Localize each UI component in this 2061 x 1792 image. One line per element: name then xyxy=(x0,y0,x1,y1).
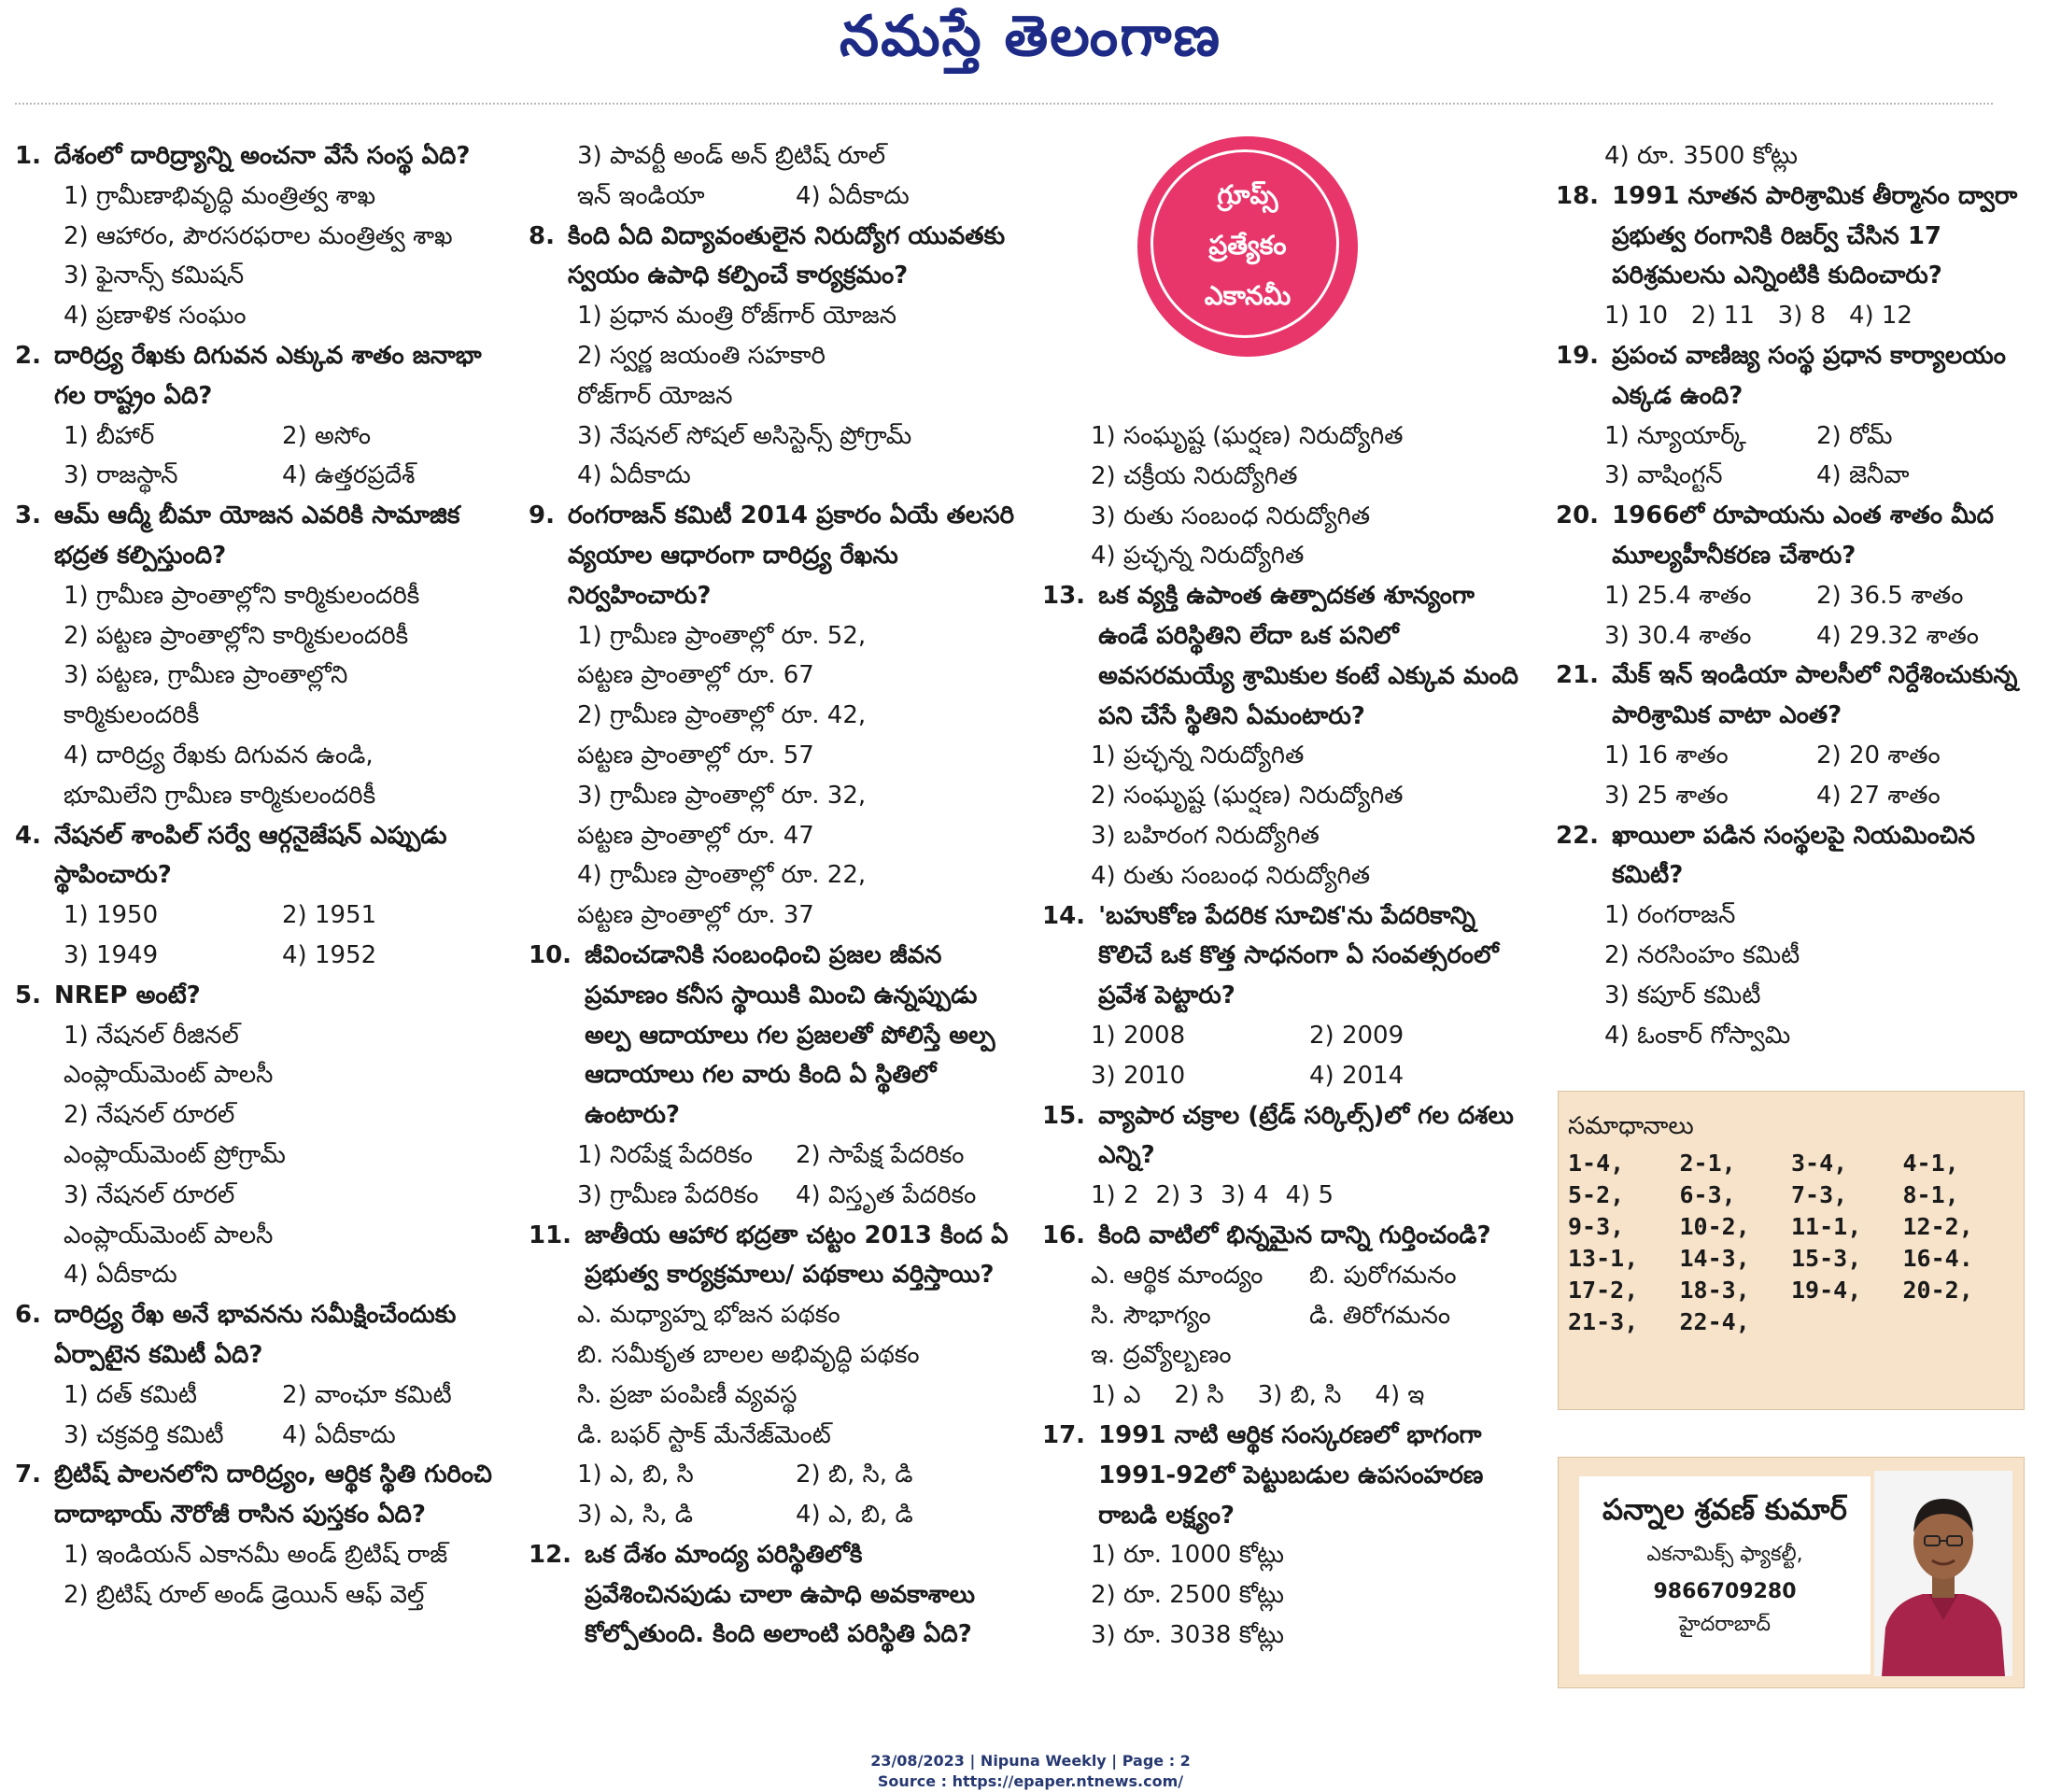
option: 1) ఎ xyxy=(1091,1381,1141,1410)
answer-item: 2-1, xyxy=(1679,1150,1736,1177)
option: 3) కపూర్ కమిటీ xyxy=(1604,981,1761,1009)
option: 3) బి, సి xyxy=(1257,1381,1342,1410)
option-continuation: ఎంప్లాయ్‌మెంట్ ప్రోగ్రామ్ xyxy=(64,1140,286,1169)
question-number: 8. xyxy=(529,221,555,250)
option: 1) బీహార్ xyxy=(64,421,155,450)
answer-item: 16-4. xyxy=(1902,1245,1973,1272)
option: 3) 1949 xyxy=(64,940,159,969)
question-18 xyxy=(1556,176,2028,296)
question-text: నేషనల్ శాంపిల్ సర్వే ఆర్గనైజేషన్ ఎప్పుడు స్థాపించారు? xyxy=(53,821,447,890)
masthead-title: నమస్తే తెలంగాణ xyxy=(839,4,1222,69)
section-badge xyxy=(1137,136,1358,357)
option: 2) రూ. 2500 కోట్లు xyxy=(1091,1581,1285,1610)
option: 3) ఫైనాన్స్ కమిషన్ xyxy=(64,261,245,290)
option: 2) చక్రీయ నిరుద్యోగిత xyxy=(1091,461,1298,490)
badge-line: ప్రత్యేకం xyxy=(1208,230,1287,261)
author-avatar-icon xyxy=(1874,1471,2012,1676)
option: 3) 25 శాతం xyxy=(1604,781,1729,810)
statement: డి. తిరోగమనం xyxy=(1309,1301,1451,1330)
author-name: పన్నాల శ్రవణ్ కుమార్ xyxy=(1602,1493,1847,1527)
option: 3) బహిరంగ నిరుద్యోగిత xyxy=(1091,821,1320,850)
question-number: 11. xyxy=(529,1221,572,1249)
option-continuation: పట్టణ ప్రాంతాల్లో రూ. 67 xyxy=(577,661,814,690)
question-21 xyxy=(1556,656,2028,736)
footer-source-line: Source : https://epaper.ntnews.com/ xyxy=(877,1772,1184,1790)
option: 1) న్యూయార్క్ xyxy=(1604,421,1746,450)
option: 2) వాంఛూ కమిటీ xyxy=(282,1380,452,1409)
statement: ఎ. మధ్యాహ్న భోజన పథకం xyxy=(577,1301,840,1330)
question-14 xyxy=(1042,896,1528,1016)
question-10 xyxy=(529,936,1014,1136)
answer-item: 20-2, xyxy=(1902,1277,1973,1304)
option: 2) నేషనల్ రూరల్ xyxy=(64,1101,235,1130)
option: 1) సంఘృష్ట (ఘర్షణ) నిరుద్యోగిత xyxy=(1091,422,1404,450)
statement: బి. సమీకృత బాలల అభివృద్ధి పథకం xyxy=(577,1340,920,1369)
option: 1) 25.4 శాతం xyxy=(1604,581,1752,610)
statement: సి. సౌభాగ్యం xyxy=(1091,1301,1211,1330)
question-text: బ్రిటిష్ పాలనలోని దారిద్ర్యం, ఆర్థిక స్థితి గురించి దాదాభాయ్ నౌరోజీ రాసిన పుస్తకం ఏది? xyxy=(53,1460,492,1530)
option: 1) ప్రధాన మంత్రి రోజ్‌గార్ యోజన xyxy=(577,302,897,331)
option: 2) సంఘృష్ట (ఘర్షణ) నిరుద్యోగిత xyxy=(1091,782,1404,811)
question-text: 1991 నాటి ఆర్థిక సంస్కరణలో భాగంగా 1991-92లో పెట్టుబడుల ఉపసంహరణ రాబడి లక్ష్యం? xyxy=(1098,1420,1484,1530)
answer-item: 6-3, xyxy=(1679,1181,1736,1208)
question-15 xyxy=(1042,1096,1528,1177)
question-16 xyxy=(1042,1216,1528,1256)
option: 2) 3 xyxy=(1155,1181,1204,1210)
answer-item: 1-4, xyxy=(1568,1150,1625,1177)
question-text: 1991 నూతన పారిశ్రామిక తీర్మానం ద్వారా ప్రభుత్వ రంగానికి రిజర్వ్ చేసిన 17 పరిశ్రమలను ఎన్నింటికి కుదించారు? xyxy=(1612,181,2018,290)
question-number: 13. xyxy=(1042,582,1086,611)
question-text: 1966లో రూపాయను ఎంత శాతం మీద మూల్యహీనీకరణ చేశారు? xyxy=(1612,501,1994,570)
answer-item: 15-3, xyxy=(1791,1245,1862,1272)
option: 2) పట్టణ ప్రాంతాల్లోని కార్మికులందరికీ xyxy=(64,621,409,650)
option: 4) విస్తృత పేదరికం xyxy=(796,1180,977,1209)
option: 2) ఆహారం, పౌరసరఫరాల మంత్రిత్వ శాఖ xyxy=(64,221,453,250)
option: 2) రోమ్ xyxy=(1816,421,1893,450)
option: 3) నేషనల్ రూరల్ xyxy=(64,1180,235,1209)
question-text: దారిద్ర్య రేఖ అనే భావనను సమీక్షించేందుకు ఏర్పాటైన కమిటీ ఏది? xyxy=(53,1301,457,1369)
column-1 xyxy=(15,136,501,1615)
option: 4) రూ. 3500 కోట్లు xyxy=(1604,142,1799,170)
answer-item: 7-3, xyxy=(1791,1181,1848,1208)
option: 4) రుతు సంబంధ నిరుద్యోగిత xyxy=(1091,861,1371,890)
question-3 xyxy=(15,496,501,576)
question-number: 17. xyxy=(1042,1420,1086,1449)
question-13 xyxy=(1042,576,1528,736)
option: 2) బ్రిటిష్ రూల్ అండ్ డ్రెయిన్ ఆఫ్ వెల్త్ xyxy=(64,1580,425,1609)
option-continuation: పట్టణ ప్రాంతాల్లో రూ. 37 xyxy=(577,901,814,930)
option: 1) ప్రచ్ఛన్న నిరుద్యోగిత xyxy=(1091,741,1305,770)
option-continuation: కార్మికులందరికీ xyxy=(64,701,200,730)
answer-item: 3-4, xyxy=(1791,1150,1848,1177)
option: 4) ఏదీకాదు xyxy=(577,461,691,490)
option-continuation: ఎంప్లాయ్‌మెంట్ పాలసీ xyxy=(64,1061,274,1090)
question-number: 9. xyxy=(529,501,555,530)
option: 2) అసోం xyxy=(282,421,372,450)
question-number: 5. xyxy=(15,981,41,1009)
question-19 xyxy=(1556,336,2028,416)
answer-item: 22-4, xyxy=(1679,1308,1750,1335)
question-number: 3. xyxy=(15,501,41,530)
column-3 xyxy=(1042,416,1528,1656)
answer-key-box xyxy=(1558,1091,2025,1410)
option: 2) 2009 xyxy=(1309,1021,1405,1050)
answer-item: 17-2, xyxy=(1568,1277,1639,1304)
statement: ఎ. ఆర్థిక మాంద్యం xyxy=(1091,1261,1263,1290)
question-number: 10. xyxy=(529,940,572,969)
option: 4) ఏదీకాదు xyxy=(796,181,910,210)
option: 1) నిరపేక్ష పేదరికం xyxy=(577,1140,753,1169)
question-2 xyxy=(15,336,501,416)
option: 2) సి xyxy=(1174,1381,1224,1410)
question-4 xyxy=(15,816,501,896)
option: 4) 2014 xyxy=(1309,1061,1405,1090)
option: 1) ఇండియన్ ఎకానమీ అండ్ బ్రిటిష్ రాజ్ xyxy=(64,1540,448,1569)
question-1 xyxy=(15,136,501,176)
question-17 xyxy=(1042,1416,1528,1535)
options-line: 1) 10 2) 11 3) 8 4) 12 xyxy=(1604,302,1913,331)
option: 3) రుతు సంబంధ నిరుద్యోగిత xyxy=(1091,501,1371,530)
option: 1) 1950 xyxy=(64,901,159,930)
question-8 xyxy=(529,217,1014,297)
answer-item: 14-3, xyxy=(1679,1245,1750,1272)
statement: ఇ. ద్రవ్యోల్బణం xyxy=(1091,1341,1232,1370)
option: 4) ఓంకార్ గోస్వామి xyxy=(1604,1021,1791,1050)
option: 2) గ్రామీణ ప్రాంతాల్లో రూ. 42, xyxy=(577,701,867,730)
option: 4) 5 xyxy=(1285,1181,1334,1210)
question-text: ప్రపంచ వాణిజ్య సంస్థ ప్రధాన కార్యాలయం ఎక్కడ ఉంది? xyxy=(1612,341,2006,410)
question-number: 15. xyxy=(1042,1101,1086,1130)
question-number: 2. xyxy=(15,341,41,370)
question-11 xyxy=(529,1216,1014,1296)
answer-item: 18-3, xyxy=(1679,1277,1750,1304)
answer-item: 4-1, xyxy=(1902,1150,1959,1177)
option: 3) పట్టణ, గ్రామీణ ప్రాంతాల్లోని xyxy=(64,661,348,690)
question-number: 14. xyxy=(1042,901,1086,930)
question-5 xyxy=(15,976,501,1016)
option: 4) దారిద్ర్య రేఖకు దిగువన ఉండి, xyxy=(64,741,374,769)
question-number: 18. xyxy=(1556,181,1600,210)
column-2 xyxy=(529,136,1014,1655)
option-continuation: భూమిలేని గ్రామీణ కార్మికులందరికీ xyxy=(64,781,376,810)
option: 1) దత్ కమిటీ xyxy=(64,1380,197,1409)
option: 3) నేషనల్ సోషల్ అసిస్టెన్స్ ప్రోగ్రామ్ xyxy=(577,421,912,450)
statement: డి. బఫర్ స్టాక్ మేనేజ్‌మెంట్ xyxy=(577,1420,831,1449)
option: 4) 1952 xyxy=(282,940,377,969)
question-text: ఒక దేశం మాంద్య పరిస్థితిలోకి ప్రవేశించినపుడు చాలా ఉపాధి అవకాశాలు కోల్పోతుంది. కింది అలాంటి పరిస్థితి ఏది? xyxy=(585,1540,976,1649)
option: 1) ఎ, బి, సి xyxy=(577,1460,694,1489)
option: 3) 2010 xyxy=(1091,1061,1186,1090)
answer-item: 9-3, xyxy=(1568,1213,1625,1240)
question-text: రంగరాజన్ కమిటీ 2014 ప్రకారం ఏయే తలసరి వ్యయాల ఆధారంగా దారిద్ర్య రేఖను నిర్వహించారు? xyxy=(567,501,1015,610)
answer-item: 13-1, xyxy=(1568,1245,1639,1272)
option: 3) ఎ, సి, డి xyxy=(577,1501,693,1530)
question-number: 1. xyxy=(15,142,41,170)
option-continuation: రోజ్‌గార్ యోజన xyxy=(577,381,733,410)
question-number: 7. xyxy=(15,1460,41,1489)
question-text: ఆమ్ ఆద్మీ బీమా యోజన ఎవరికి సామాజిక భద్రత కల్పిస్తుంది? xyxy=(53,501,460,570)
option: 4) ప్రణాళిక సంఘం xyxy=(64,302,247,331)
author-city: హైదరాబాద్ xyxy=(1679,1613,1771,1636)
answer-item: 10-2, xyxy=(1679,1213,1750,1240)
option: 4) ఎ, బి, డి xyxy=(796,1501,913,1530)
statement: సి. ప్రజా పంపిణీ వ్యవస్థ xyxy=(577,1380,798,1409)
option: 3) రూ. 3038 కోట్లు xyxy=(1091,1620,1285,1649)
question-12 xyxy=(529,1535,1014,1655)
badge-line: ఎకానమీ xyxy=(1204,280,1292,311)
question-text: దేశంలో దారిద్ర్యాన్ని అంచనా వేసే సంస్థ ఏది? xyxy=(53,142,471,170)
option: 2) 1951 xyxy=(282,901,377,930)
option: 4) ప్రచ్ఛన్న నిరుద్యోగిత xyxy=(1091,542,1305,571)
answer-item: 8-1, xyxy=(1902,1181,1959,1208)
option: 1) 2008 xyxy=(1091,1021,1186,1050)
question-number: 21. xyxy=(1556,661,1600,690)
question-number: 22. xyxy=(1556,821,1600,850)
author-phone: 9866709280 xyxy=(1653,1580,1797,1603)
option: 1) గ్రామీణ ప్రాంతాల్లోని కార్మికులందరికీ xyxy=(64,581,420,610)
answer-item: 12-2, xyxy=(1902,1213,1973,1240)
author-photo xyxy=(1874,1471,2012,1676)
answer-item: 11-1, xyxy=(1791,1213,1862,1240)
question-text: మేక్ ఇన్ ఇండియా పాలసీలో నిర్దేశించుకున్న పారిశ్రామిక వాటా ఎంత? xyxy=(1612,661,2018,730)
option: 1) గ్రామీణ ప్రాంతాల్లో రూ. 52, xyxy=(577,621,867,650)
author-role: ఎకనామిక్స్ ఫ్యాకల్టీ, xyxy=(1646,1543,1803,1566)
answer-item: 21-3, xyxy=(1568,1308,1639,1335)
question-number: 4. xyxy=(15,821,41,850)
answer-item: 5-2, xyxy=(1568,1181,1625,1208)
question-text: జీవించడానికి సంబంధించి ప్రజల జీవన ప్రమాణం కనీస స్థాయికి మించి ఉన్నప్పుడు అల్ప ఆదాయాలు గల ప్రజలతో పోలిస్తే అల్ప ఆదాయాలు గల వారు కింది ఏ స్థితిలో ఉంటారు? xyxy=(585,940,995,1130)
question-text: ఒక వ్యక్తి ఉపాంత ఉత్పాదకత శూన్యంగా ఉండే పరిస్థితిని లేదా ఒక పనిలో అవసరమయ్యే శ్రామికుల కంటే ఎక్కువ మంది పని చేసే స్థితిని ఏమంటారు? xyxy=(1098,582,1519,730)
question-number: 12. xyxy=(529,1540,572,1569)
question-text: కింది ఏది విద్యావంతులైన నిరుద్యోగ యువతకు స్వయం ఉపాధి కల్పించే కార్యక్రమం? xyxy=(567,221,1006,290)
header-divider xyxy=(15,103,1993,105)
option: 3) 4 xyxy=(1221,1181,1269,1210)
option: 1) రూ. 1000 కోట్లు xyxy=(1091,1541,1285,1570)
option: 3) చక్రవర్తి కమిటీ xyxy=(64,1420,224,1449)
option: 3) గ్రామీణ పేదరికం xyxy=(577,1180,759,1209)
option: 4) ఉత్తరప్రదేశ్ xyxy=(282,461,416,490)
question-text: దారిద్ర్య రేఖకు దిగువన ఎక్కువ శాతం జనాభా గల రాష్ట్రం ఏది? xyxy=(53,341,482,410)
option: 2) స్వర్ణ జయంతి సహకారి xyxy=(577,341,826,370)
question-9 xyxy=(529,496,1014,615)
option: 1) రంగరాజన్ xyxy=(1604,901,1736,930)
option: 2) 36.5 శాతం xyxy=(1816,581,1964,610)
option: 2) సాపేక్ష పేదరికం xyxy=(796,1140,965,1169)
question-number: 19. xyxy=(1556,341,1600,370)
column-4 xyxy=(1556,136,2028,1055)
question-20 xyxy=(1556,496,2028,576)
question-number: 6. xyxy=(15,1301,41,1330)
question-text: జాతీయ ఆహార భద్రతా చట్టం 2013 కింద ఏ ప్రభుత్వ కార్యక్రమాలు/ పథకాలు వర్తిస్తాయి? xyxy=(585,1221,1009,1290)
question-6 xyxy=(15,1295,501,1376)
option: 4) ఏదీకాదు xyxy=(64,1261,177,1290)
option-continuation: పట్టణ ప్రాంతాల్లో రూ. 57 xyxy=(577,741,814,769)
question-text: 'బహుకోణ పేదరిక సూచిక'ను పేదరికాన్ని కొలిచే ఒక కొత్త సాధనంగా ఏ సంవత్సరంలో ప్రవేశ పెట్టారు? xyxy=(1098,901,1499,1010)
option: 1) 2 xyxy=(1091,1181,1139,1210)
question-number: 20. xyxy=(1556,501,1600,530)
question-text: వ్యాపార చక్రాల (ట్రేడ్ సర్కిల్స్)లో గల దశలు ఎన్ని? xyxy=(1098,1101,1514,1170)
question-text: కింది వాటిలో భిన్నమైన దాన్ని గుర్తించండి? xyxy=(1098,1221,1491,1249)
page-footer xyxy=(0,1751,2061,1792)
option: 4) ఏదీకాదు xyxy=(282,1420,396,1449)
author-card xyxy=(1579,1476,1870,1674)
option-continuation: ఎంప్లాయ్‌మెంట్ పాలసీ xyxy=(64,1221,274,1249)
option: 4) గ్రామీణ ప్రాంతాల్లో రూ. 22, xyxy=(577,861,867,890)
option: 2) బి, సి, డి xyxy=(796,1460,913,1489)
option: 2) 20 శాతం xyxy=(1816,741,1941,769)
option: 1) 16 శాతం xyxy=(1604,741,1729,769)
statement: బి. పురోగమనం xyxy=(1309,1261,1457,1290)
footer-date-line: 23/08/2023 | Nipuna Weekly | Page : 2 xyxy=(870,1752,1191,1770)
question-text: NREP అంటే? xyxy=(53,981,201,1009)
option-continuation: ఇన్ ఇండియా xyxy=(577,181,705,210)
option: 1) నేషనల్ రీజినల్ xyxy=(64,1021,239,1050)
option: 1) గ్రామీణాభివృద్ధి మంత్రిత్వ శాఖ xyxy=(64,181,376,210)
option: 4) 27 శాతం xyxy=(1816,781,1941,810)
question-22 xyxy=(1556,816,2028,896)
option: 2) నరసింహం కమిటీ xyxy=(1604,940,1800,969)
question-7 xyxy=(15,1455,501,1535)
question-text: ఖాయిలా పడిన సంస్థలపై నియమించిన కమిటీ? xyxy=(1612,821,1976,890)
badge-line: గ్రూప్స్ xyxy=(1217,179,1278,210)
option-continuation: పట్టణ ప్రాంతాల్లో రూ. 47 xyxy=(577,821,814,850)
answer-key-heading: సమాధానాలు xyxy=(1568,1112,1694,1140)
option: 4) జెనీవా xyxy=(1816,461,1910,490)
option: 4) 29.32 శాతం xyxy=(1816,621,1979,650)
author-box xyxy=(1558,1457,2025,1688)
option: 3) గ్రామీణ ప్రాంతాల్లో రూ. 32, xyxy=(577,781,867,810)
option: 3) వాషింగ్టన్ xyxy=(1604,461,1723,490)
option: 3) పావర్టీ అండ్ అన్ బ్రిటిష్ రూల్ xyxy=(577,142,886,170)
option: 4) ఇ xyxy=(1375,1381,1425,1410)
option: 3) 30.4 శాతం xyxy=(1604,621,1752,650)
option: 3) రాజస్థాన్ xyxy=(64,461,178,490)
answer-item: 19-4, xyxy=(1791,1277,1862,1304)
question-number: 16. xyxy=(1042,1221,1086,1249)
